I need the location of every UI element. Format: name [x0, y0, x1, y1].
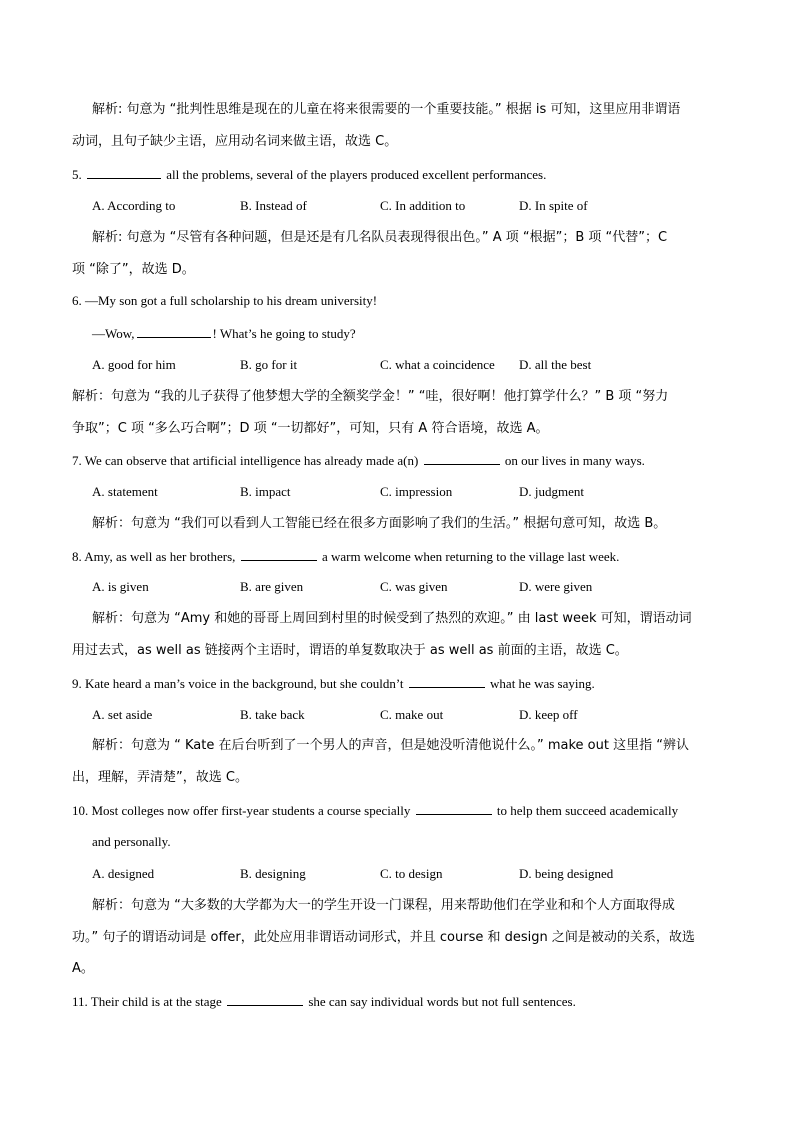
option-a: A. is given	[92, 579, 149, 594]
answer-blank[interactable]	[87, 164, 161, 179]
answer-blank[interactable]	[416, 800, 492, 815]
explanation-q10-line3: A。	[72, 961, 94, 976]
option-b: B. impact	[240, 484, 291, 499]
explanation-q10-line2: 功。” 句子的谓语动词是 offer，此处应用非谓语动词形式，并且 course 和 design 之间是被动的关系，故选	[72, 930, 695, 945]
option-d: D. being designed	[519, 866, 614, 881]
answer-blank[interactable]	[409, 673, 485, 688]
question-10-stem	[72, 800, 678, 821]
question-7-stem	[72, 450, 645, 471]
option-b: B. are given	[240, 579, 304, 594]
answer-blank[interactable]	[227, 991, 303, 1006]
question-text: she can say individual words but not full sentences.	[308, 994, 576, 1009]
answer-blank[interactable]	[424, 450, 500, 465]
option-a: A. statement	[92, 484, 158, 499]
option-a: A. designed	[92, 866, 155, 881]
option-a: A. According to	[92, 198, 176, 213]
question-6-line1: 6. —My son got a full scholarship to his dream university!	[72, 293, 378, 308]
explanation-q10-line1: 解析：句意为 “大多数的大学都为大一的学生开设一门课程，用来帮助他们在学业和和个人方面取得成	[92, 898, 675, 913]
explanation-q8-line1: 解析：句意为 “Amy 和她的哥哥上周回到村里的时候受到了热烈的欢迎。” 由 last week 可知，谓语动词	[92, 611, 692, 626]
explanation-q6-line1: 解析：句意为 “我的儿子获得了他梦想大学的全额奖学金！” “哇，很好啊！他打算学什么？” B 项 “努力	[72, 389, 669, 404]
option-d: D. keep off	[519, 707, 578, 722]
question-text: —Wow,	[92, 326, 135, 341]
question-text: on our lives in many ways.	[504, 453, 645, 468]
question-5-stem	[72, 164, 546, 185]
question-text: to help them succeed academically	[496, 803, 679, 818]
explanation-q9-line1: 解析：句意为 “ Kate 在后台听到了一个男人的声音，但是她没听清他说什么。” make out 这里指 “辨认	[92, 738, 689, 753]
question-text: 7. We can observe that artificial intelligence has already made a(n)	[72, 453, 419, 468]
option-d: D. all the best	[519, 357, 592, 372]
question-text: what he was saying.	[490, 676, 595, 691]
explanation-q5-line2: 项 “除了”，故选 D。	[72, 262, 195, 277]
explanation-q5-line1: 解析: 句意为 “尽管有各种问题，但是还是有几名队员表现得很出色。” A 项 “根据”；B 项 “代替”；C	[92, 230, 668, 245]
option-b: B. designing	[240, 866, 306, 881]
option-c: C. impression	[380, 484, 453, 499]
question-10-line2: and personally.	[92, 834, 171, 849]
question-text: all the problems, several of the players produced excellent performances.	[166, 167, 547, 182]
question-11-stem	[72, 991, 576, 1012]
question-number: 5.	[72, 167, 82, 182]
answer-blank[interactable]	[137, 323, 211, 338]
option-c: C. to design	[380, 866, 443, 881]
explanation-q9-line2: 出，理解，弄清楚”，故选 C。	[72, 770, 248, 785]
question-text: 10. Most colleges now offer first-year students a course specially	[72, 803, 411, 818]
explanation-q4-line1: 解析: 句意为 “批判性思维是现在的儿童在将来很需要的一个重要技能。” 根据 is 可知，这里应用非谓语	[92, 102, 681, 117]
option-c: C. was given	[380, 579, 448, 594]
question-text: 9. Kate heard a man’s voice in the background, but she couldn’t	[72, 676, 404, 691]
option-c: C. what a coincidence	[380, 357, 495, 372]
option-d: D. were given	[519, 579, 593, 594]
option-c: C. make out	[380, 707, 444, 722]
option-a: A. set aside	[92, 707, 153, 722]
explanation-q6-line2: 争取”；C 项 “多么巧合啊”；D 项 “一切都好”，可知，只有 A 符合语境，故选 A。	[72, 421, 549, 436]
option-d: D. judgment	[519, 484, 584, 499]
question-9-stem	[72, 673, 595, 694]
question-8-stem	[72, 546, 619, 567]
option-b: B. Instead of	[240, 198, 307, 213]
question-6-line2	[92, 323, 356, 344]
option-b: B. go for it	[240, 357, 298, 372]
question-text: 11. Their child is at the stage	[72, 994, 222, 1009]
question-text: 8. Amy, as well as her brothers,	[72, 549, 236, 564]
option-d: D. In spite of	[519, 198, 588, 213]
answer-blank[interactable]	[241, 546, 317, 561]
option-b: B. take back	[240, 707, 305, 722]
explanation-q8-line2: 用过去式，as well as 链接两个主语时，谓语的单复数取决于 as well as 前面的主语，故选 C。	[72, 643, 628, 658]
option-a: A. good for him	[92, 357, 176, 372]
question-text: ! What’s he going to study?	[212, 326, 356, 341]
question-text: a warm welcome when returning to the village last week.	[321, 549, 620, 564]
explanation-q4-line2: 动词，且句子缺少主语，应用动名词来做主语，故选 C。	[72, 134, 398, 149]
explanation-q7: 解析：句意为 “我们可以看到人工智能已经在很多方面影响了我们的生活。” 根据句意可知，故选 B。	[92, 516, 667, 531]
option-c: C. In addition to	[380, 198, 466, 213]
